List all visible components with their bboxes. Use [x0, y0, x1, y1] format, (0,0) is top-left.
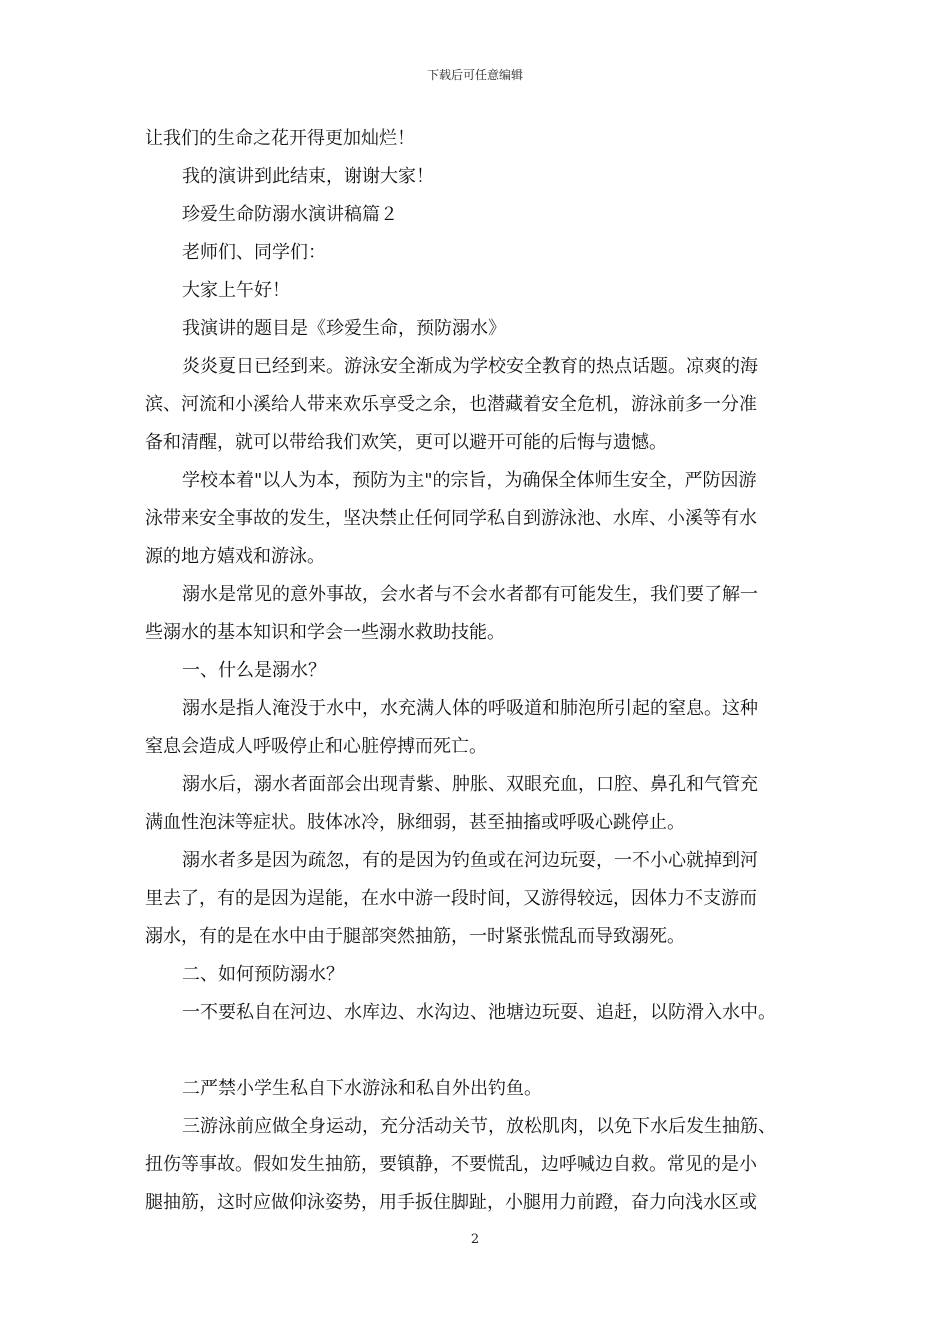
text-line: 里去了，有的是因为逞能，在水中游一段时间，又游得较远，因体力不支游而 — [145, 888, 757, 909]
document-body — [145, 120, 813, 1222]
text-line: 三游泳前应做全身运动，充分活动关节，放松肌肉，以免下水后发生抽筋、 — [182, 1116, 776, 1137]
page-number: 2 — [470, 1232, 480, 1247]
text-line: 炎炎夏日已经到来。游泳安全渐成为学校安全教育的热点话题。凉爽的海 — [182, 356, 758, 377]
text-line: 学校本着"以人为本，预防为主"的宗旨，为确保全体师生安全，严防因游 — [182, 470, 757, 491]
paragraph-gap — [145, 1032, 813, 1070]
text-line: 二、如何预防溺水？ — [182, 964, 344, 985]
text-line: 让我们的生命之花开得更加灿烂！ — [145, 128, 415, 149]
text-line: 腿抽筋，这时应做仰泳姿势，用手扳住脚趾，小腿用力前蹬，奋力向浅水区或 — [145, 1192, 757, 1213]
text-line: 溺水是常见的意外事故，会水者与不会水者都有可能发生，我们要了解一 — [182, 584, 758, 605]
text-line: 备和清醒，就可以带给我们欢笑，更可以避开可能的后悔与遗憾。 — [145, 432, 667, 453]
text-line: 一不要私自在河边、水库边、水沟边、池塘边玩耍、追赶，以防滑入水中。 — [182, 1002, 776, 1023]
text-line: 溺水者多是因为疏忽，有的是因为钓鱼或在河边玩耍，一不小心就掉到河 — [182, 850, 758, 871]
text-line: 泳带来安全事故的发生，坚决禁止任何同学私自到游泳池、水库、小溪等有水 — [145, 508, 757, 529]
text-line: 源的地方嬉戏和游泳。 — [145, 546, 325, 567]
text-line: 珍爱生命防溺水演讲稿篇２ — [182, 204, 398, 225]
text-line: 扭伤等事故。假如发生抽筋，要镇静，不要慌乱，边呼喊边自救。常见的是小 — [145, 1154, 757, 1175]
page-header: 下载后可任意编辑 — [426, 68, 523, 82]
text-line: 滨、河流和小溪给人带来欢乐享受之余，也潜藏着安全危机，游泳前多一分准 — [145, 394, 757, 415]
text-line: 我的演讲到此结束，谢谢大家！ — [182, 166, 434, 187]
text-line: 窒息会造成人呼吸停止和心脏停搏而死亡。 — [145, 736, 487, 757]
text-line: 二严禁小学生私自下水游泳和私自外出钓鱼。 — [182, 1078, 542, 1099]
text-line: 溺水后，溺水者面部会出现青紫、肿胀、双眼充血，口腔、鼻孔和气管充 — [182, 774, 758, 795]
text-line: 一、什么是溺水？ — [182, 660, 326, 681]
text-line: 些溺水的基本知识和学会一些溺水救助技能。 — [145, 622, 505, 643]
text-line: 溺水是指人淹没于水中，水充满人体的呼吸道和肺泡所引起的窒息。这种 — [182, 698, 758, 719]
text-line: 溺水，有的是在水中由于腿部突然抽筋，一时紧张慌乱而导致溺死。 — [145, 926, 685, 947]
text-line: 我演讲的题目是《珍爱生命，预防溺水》 — [182, 318, 506, 339]
text-line: 大家上午好！ — [182, 280, 290, 301]
text-line: 满血性泡沫等症状。肢体冰冷，脉细弱，甚至抽搐或呼吸心跳停止。 — [145, 812, 685, 833]
text-line: 老师们、同学们： — [182, 242, 326, 263]
